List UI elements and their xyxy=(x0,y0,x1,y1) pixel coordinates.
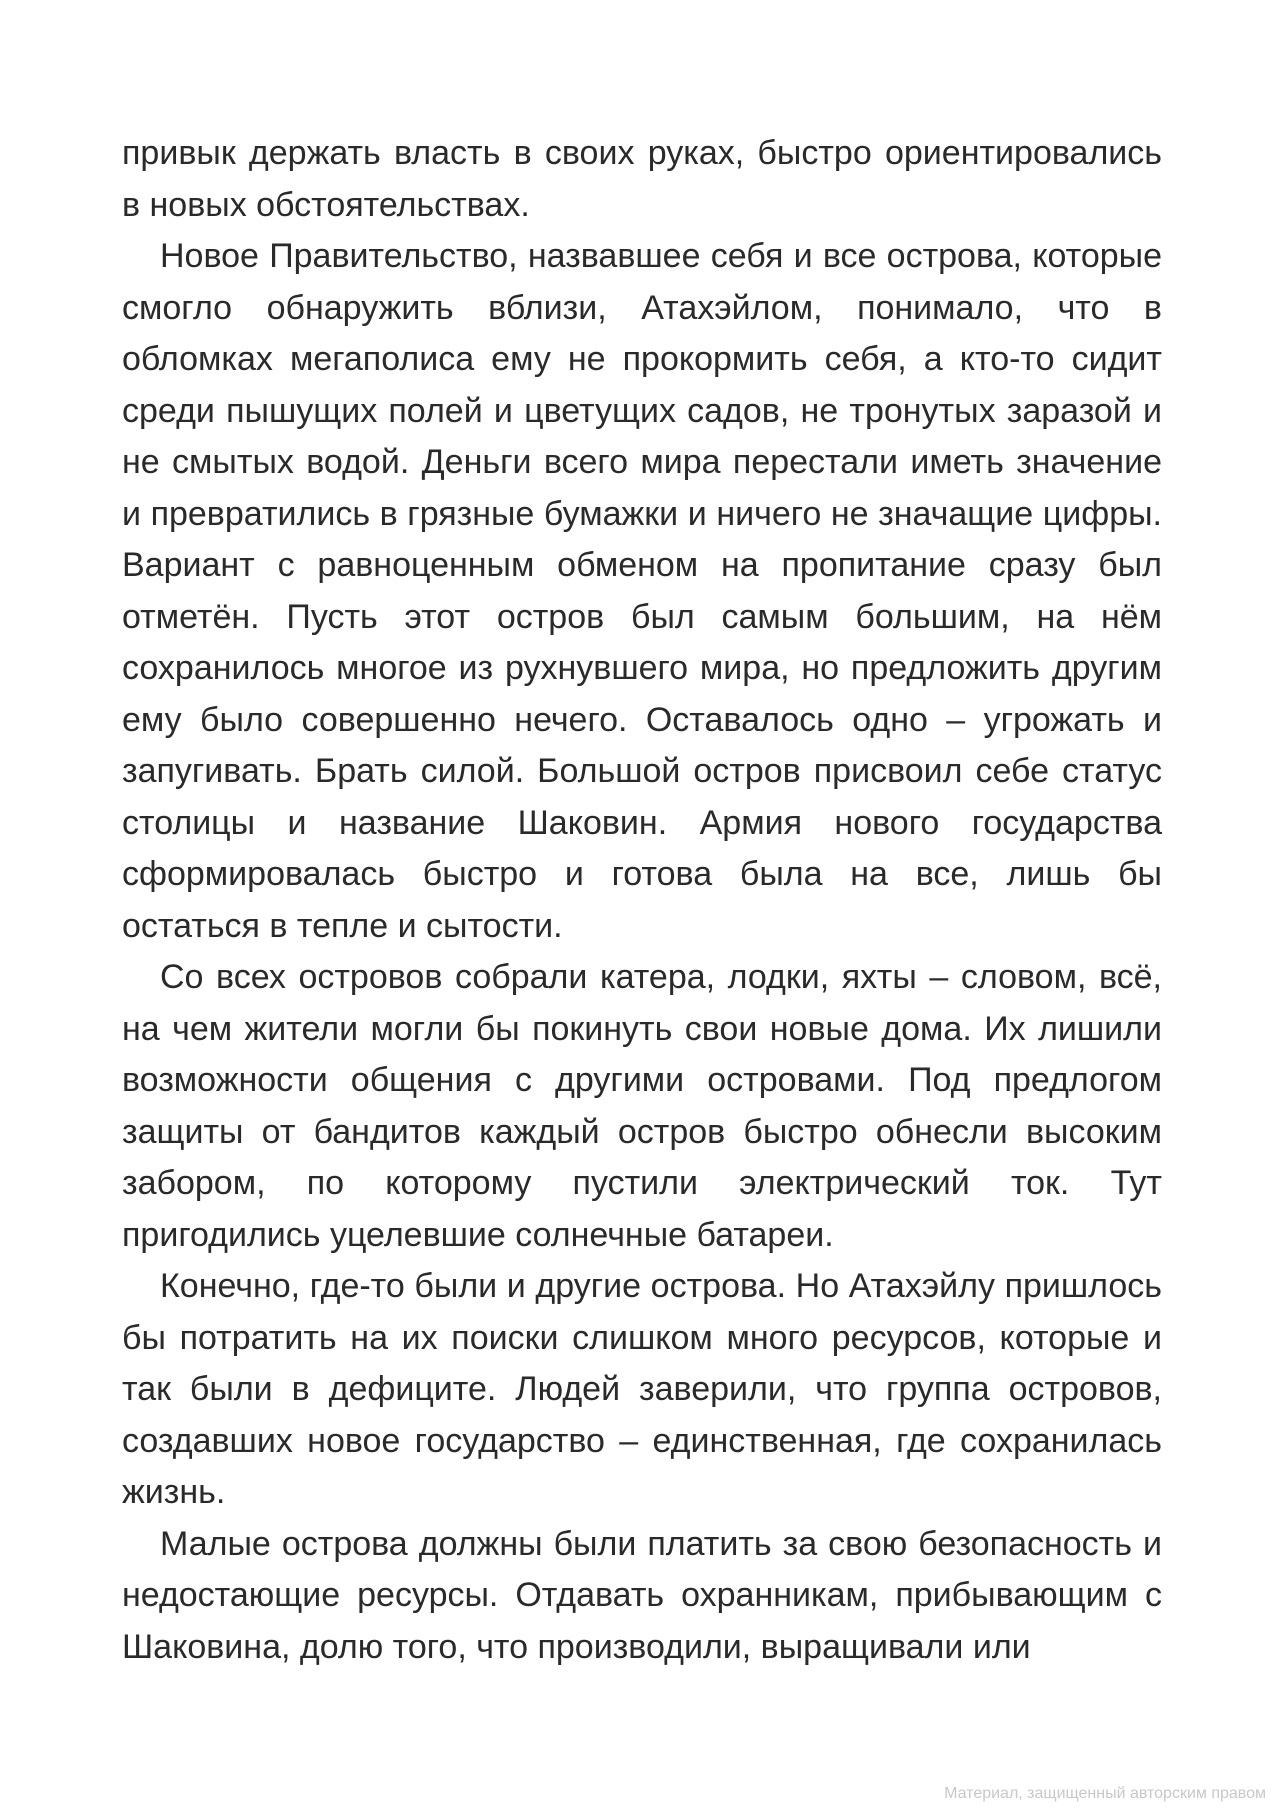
paragraph-boats-collected: Со всех островов собрали катера, лодки, яхты – словом, всё, на чем жители могли бы покинуть свои новые дома. Их лишили возможности общения с другими островами. Под предлогом защиты от бандитов каждый остров быстро обнесли высоким забором, по которому пустили электрический ток. Тут пригодились уцелевшие солнечные батареи. xyxy=(122,958,1162,1254)
page-body xyxy=(122,128,1162,1673)
paragraph-small-islands: Малые острова должны были платить за свою безопасность и недостающие ресурсы. Отдавать охранникам, прибывающим с Шаковина, долю того, что производили, выращивали или xyxy=(122,1524,1162,1666)
paragraph-new-government: Новое Правительство, назвавшее себя и все острова, которые смогло обнаружить вблизи, Атахэйлом, понимало, что в обломках мегаполиса ему не прокормить себя, а кто-то сидит среди пышущих полей и цветущих садов, не тронутых заразой и не смытых водой. Деньги всего мира перестали иметь значение и превратились в грязные бумажки и ничего не значащие цифры. Вариант с равноценным обменом на пропитание сразу был отметён. Пусть этот остров был самым большим, на нём сохранилось многое из рухнувшего мира, но предложить другим ему было совершенно нечего. Оставалось одно – угрожать и запугивать. Брать силой. Большой остров присвоил себе статус столицы и название Шаковин. Армия нового государства сформировалась быстро и готова была на все, лишь бы остаться в тепле и сытости. xyxy=(122,237,1162,945)
copyright-watermark: Материал, защищенный авторским правом xyxy=(944,1785,1266,1802)
paragraph-other-islands: Конечно, где-то были и другие острова. Но Атахэйлу пришлось бы потратить на их поиски слишком много ресурсов, которые и так были в дефиците. Людей заверили, что группа островов, создавших новое государство – единственная, где сохранилась жизнь. xyxy=(122,1267,1162,1511)
paragraph-continuation: привык держать власть в своих руках, быстро ориентировались в новых обстоятельствах. xyxy=(122,134,1162,224)
